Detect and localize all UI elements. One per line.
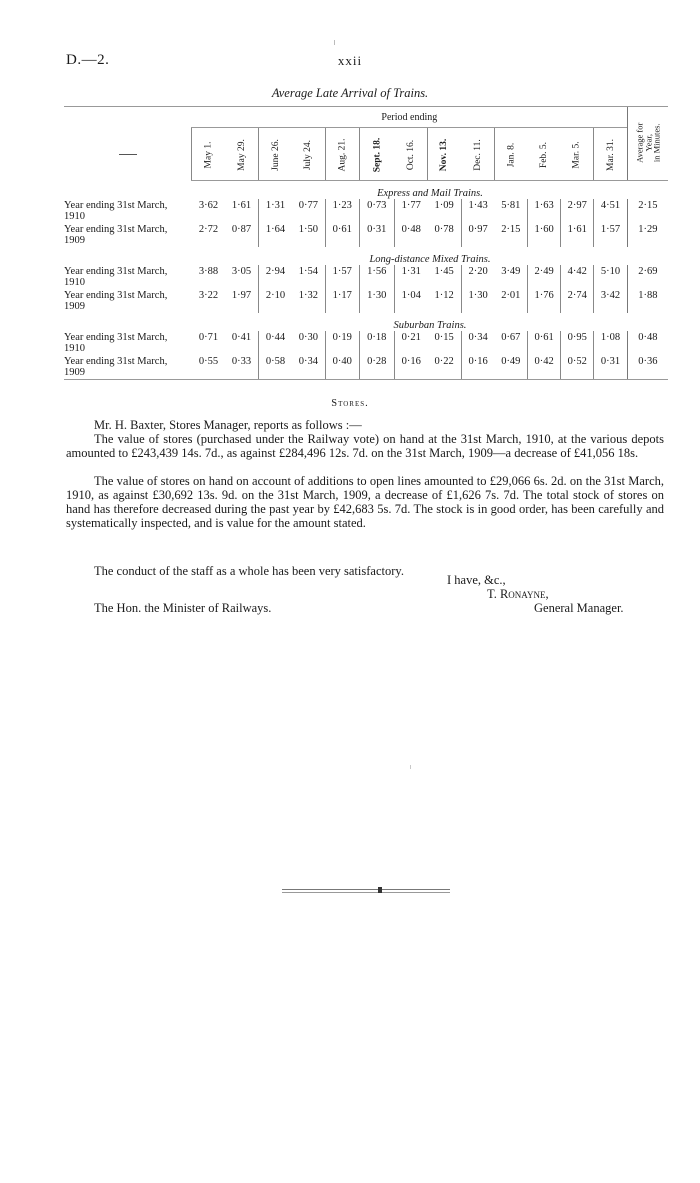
value-cell: 1·32 [298, 290, 318, 301]
value-cell: 1·08 [594, 331, 627, 355]
value-cell: 2·74 [561, 289, 594, 313]
row-label-line: Year ending 31st March, [64, 290, 168, 301]
average-column-line: in Minutes. [651, 123, 662, 163]
stores-paragraph-1: The value of stores (purchased under the Railway vote) on hand at the 31st March, 1910, at the various depots amounted to £243,439 14s. 7d., as against £284,496 12s. 7d. on the 31st March, 1909—a decrease of £41,056 18s. [66, 432, 664, 460]
average-cell: 0·48 [627, 331, 668, 355]
average-cell: 1·29 [627, 223, 668, 247]
value-cell: 1·31 [394, 265, 427, 289]
value-cell: 1·57 [594, 223, 627, 247]
value-cell: 0·67 [501, 332, 521, 343]
value-cell: 0·28 [359, 355, 394, 379]
row-label-line: 1909 [64, 235, 85, 246]
value-cell: 1·56 [359, 265, 394, 289]
row-label [64, 199, 192, 223]
value-cell: 1·23 [325, 199, 359, 223]
closing-phrase: I have, &c., [447, 573, 506, 587]
dash-rule [119, 154, 137, 155]
value-cell: 0·61 [528, 331, 561, 355]
table-row [64, 355, 668, 379]
value-cell: 1·31 [259, 199, 292, 223]
value-cell: 3·88 [198, 266, 219, 277]
value-cell: 0·34 [298, 356, 318, 367]
column-header: July 24. [292, 128, 325, 181]
average-cell: 2·69 [627, 265, 668, 289]
value-cell: 1·61 [231, 200, 252, 211]
table-row [64, 289, 668, 313]
column-header: June 26. [259, 128, 292, 181]
value-cell: 3·42 [594, 289, 627, 313]
value-cell: 0·44 [259, 331, 292, 355]
signatory-name: T. Ronayne, [487, 587, 549, 601]
column-header: Aug. 21. [325, 128, 359, 181]
value-cell: 0·73 [359, 199, 394, 223]
value-cell: 0·71 [198, 332, 219, 343]
value-cell: 3·22 [198, 290, 219, 301]
value-cell: 0·49 [501, 356, 521, 367]
value-cell: 0·30 [298, 332, 318, 343]
period-header-row [64, 107, 668, 128]
conduct-paragraph: The conduct of the staff as a whole has been very satisfactory. [94, 564, 404, 578]
value-cell: 2·49 [528, 265, 561, 289]
table-bottom-rule [64, 379, 668, 380]
column-header: Sept. 18. [359, 128, 394, 181]
value-cell: 1·60 [528, 223, 561, 247]
value-cell: 3·05 [231, 266, 252, 277]
average-column-header [627, 107, 668, 181]
value-cell: 0·95 [561, 331, 594, 355]
value-cell: 0·15 [434, 332, 454, 343]
end-rule [282, 889, 450, 893]
value-cell: 2·97 [561, 199, 594, 223]
section-title-row [64, 313, 668, 331]
late-arrival-table [64, 106, 668, 380]
value-cell: 2·72 [198, 224, 219, 235]
average-column-line: Average for [634, 122, 645, 163]
column-header: Feb. 5. [528, 128, 561, 181]
row-label-line: 1910 [64, 343, 85, 354]
column-header: Mar. 31. [594, 128, 627, 181]
value-cell: 1·97 [231, 290, 252, 301]
stores-intro: Mr. H. Baxter, Stores Manager, reports as follows :— [94, 418, 362, 432]
row-label [64, 289, 192, 313]
value-cell: 3·49 [501, 266, 521, 277]
value-cell: 0·97 [461, 223, 494, 247]
value-cell: 1·77 [394, 199, 427, 223]
value-cell: 0·31 [594, 355, 627, 379]
value-cell: 0·18 [359, 331, 394, 355]
period-ending-label: Period ending [381, 111, 438, 123]
addressee: The Hon. the Minister of Railways. [94, 601, 272, 615]
average-cell: 1·88 [627, 289, 668, 313]
stores-paragraph-2: The value of stores on hand on account of additions to open lines amounted to £29,066 6s. 2d. on the 31st March, 1910, as against £30,692 13s. 9d. on the 31st March, 1909, a decrease of £1,626 7s. 7d. The total stock of stores on hand has therefore decreased during the past year by £42,683 5s. 7d. The stock is in good order, has been carefully and systematically inspected, and is value for the amount stated. [66, 474, 664, 530]
row-label [64, 223, 192, 247]
average-column-line: Year, [642, 134, 653, 152]
value-cell: 0·77 [298, 200, 318, 211]
value-cell: 1·09 [434, 200, 454, 211]
page-number: xxii [337, 53, 363, 68]
value-cell: 4·42 [561, 265, 594, 289]
value-cell: 4·51 [594, 199, 627, 223]
row-label-line: 1910 [64, 277, 85, 288]
row-label-line: Year ending 31st March, [64, 266, 168, 277]
row-label-line: 1910 [64, 211, 85, 222]
column-header: Oct. 16. [394, 128, 427, 181]
value-cell: 3·62 [198, 200, 219, 211]
value-cell: 1·57 [325, 265, 359, 289]
column-header: May 29. [225, 128, 258, 181]
value-cell: 1·61 [561, 223, 594, 247]
section-title: Suburban Trains. [393, 320, 467, 331]
column-header: May 1. [192, 128, 225, 181]
table-row [64, 331, 668, 355]
section-title-row [64, 247, 668, 265]
value-cell: 0·21 [394, 331, 427, 355]
print-mark [334, 40, 335, 45]
table-row [64, 223, 668, 247]
row-label [64, 265, 192, 289]
value-cell: 1·12 [434, 290, 454, 301]
value-cell: 0·34 [461, 331, 494, 355]
column-header: Dec. 11. [461, 128, 494, 181]
value-cell: 2·01 [501, 290, 521, 301]
value-cell: 0·33 [231, 356, 252, 367]
row-label-line: 1909 [64, 367, 85, 378]
value-cell: 5·10 [594, 265, 627, 289]
section-title-row [64, 181, 668, 200]
value-cell: 1·43 [461, 199, 494, 223]
column-header-row [64, 128, 668, 181]
value-cell: 1·30 [359, 289, 394, 313]
table-row [64, 199, 668, 223]
value-cell: 1·04 [394, 289, 427, 313]
value-cell: 0·22 [434, 356, 454, 367]
column-header: Jan. 8. [495, 128, 528, 181]
column-header: Mar. 5. [561, 128, 594, 181]
column-header: Nov. 13. [428, 128, 461, 181]
value-cell: 0·55 [198, 356, 219, 367]
value-cell: 2·20 [461, 265, 494, 289]
stores-heading: Stores. [331, 398, 369, 409]
row-label [64, 355, 192, 379]
table-row [64, 265, 668, 289]
row-label-line: 1909 [64, 301, 85, 312]
table-title: Average Late Arrival of Trains. [271, 86, 429, 100]
row-label-header [64, 128, 192, 181]
value-cell: 1·54 [298, 266, 318, 277]
value-cell: 2·15 [501, 224, 521, 235]
section-title: Long-distance Mixed Trains. [369, 254, 491, 265]
value-cell: 0·19 [325, 331, 359, 355]
value-cell: 1·45 [434, 266, 454, 277]
value-cell: 2·10 [259, 289, 292, 313]
value-cell: 0·40 [325, 355, 359, 379]
value-cell: 0·52 [561, 355, 594, 379]
value-cell: 1·50 [298, 224, 318, 235]
average-cell: 0·36 [627, 355, 668, 379]
row-label [64, 331, 192, 355]
value-cell: 2·94 [259, 265, 292, 289]
row-label-line: Year ending 31st March, [64, 332, 168, 343]
value-cell: 0·87 [231, 224, 252, 235]
end-rule-ornament [378, 887, 382, 893]
average-cell: 2·15 [627, 199, 668, 223]
value-cell: 0·16 [461, 355, 494, 379]
value-cell: 0·78 [434, 224, 454, 235]
value-cell: 1·76 [528, 289, 561, 313]
value-cell: 0·48 [394, 223, 427, 247]
value-cell: 1·17 [325, 289, 359, 313]
scan-speck [410, 765, 411, 769]
value-cell: 5·81 [501, 200, 521, 211]
value-cell: 1·63 [528, 199, 561, 223]
value-cell: 0·58 [259, 355, 292, 379]
value-cell: 0·41 [231, 332, 252, 343]
row-label-line: Year ending 31st March, [64, 224, 168, 235]
value-cell: 0·31 [359, 223, 394, 247]
value-cell: 0·42 [528, 355, 561, 379]
row-label-line: Year ending 31st March, [64, 356, 168, 367]
row-label-line: Year ending 31st March, [64, 200, 168, 211]
value-cell: 1·30 [461, 289, 494, 313]
section-title: Express and Mail Trains. [377, 188, 483, 199]
value-cell: 0·16 [394, 355, 427, 379]
page-code: D.—2. [66, 52, 110, 68]
value-cell: 1·64 [259, 223, 292, 247]
signatory-title: General Manager. [534, 601, 624, 615]
value-cell: 0·61 [325, 223, 359, 247]
